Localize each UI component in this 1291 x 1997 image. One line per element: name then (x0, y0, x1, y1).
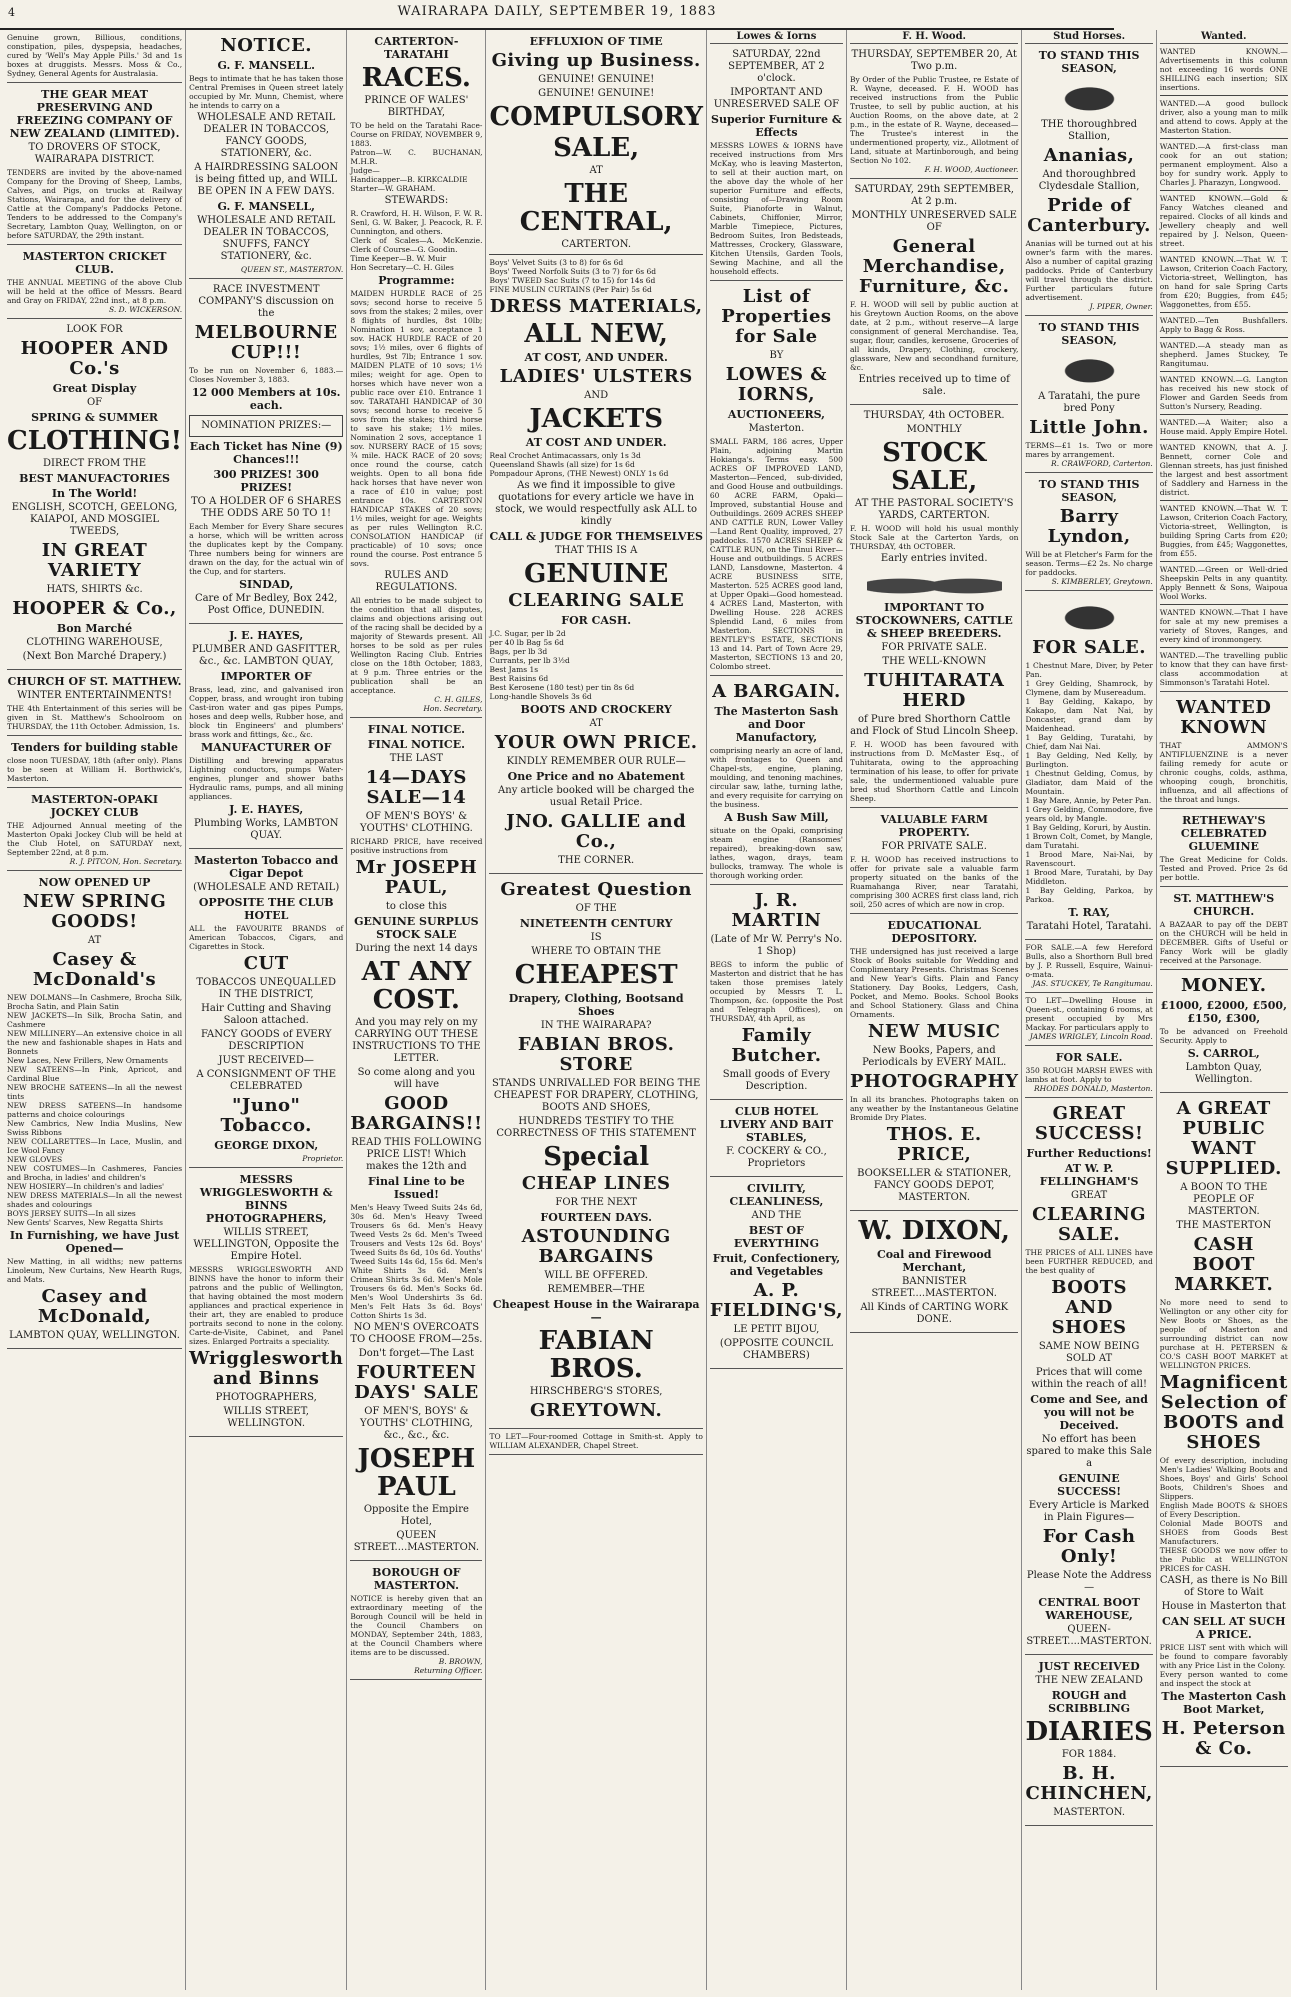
ad-cottage: TO LET—Four-roomed Cottage in Smith-st. Apply to WILLIAM ALEXANDER, Chapel Street. (489, 1429, 702, 1455)
list-item: 1 Bay Gelding, Ned Kelly, by Burlington. (1025, 751, 1153, 769)
ad-race-investment: RACE INVESTMENT COMPANY'S discussion on the MELBOURNE CUP!!! To be run on November 6, 1883.—Closes November 3, 1883. 12 000 Members at 10s. each. NOMINATION PRIZES:— Each Ticket has Nine (9) Chances!!! 300 PRIZES! 300 PRIZES! TO A HOLDER OF 6 SHARES THE ODDS ARE 50 TO 1! Each Member for Every Share secures a horse, which will be written across the duplicates kept by the Company. Three numbers being for winners are drawn on the day, for the actual win of the Cup, and for starters. SINDAD, Care of Mr Bedley, Box 242, Post Office, DUNEDIN. (189, 279, 343, 624)
ad-wood-trustee: THURSDAY, SEPTEMBER 20, At Two p.m. By Order of the Public Trustee, re Estate of R. Wayne, deceased. F. H. WOOD has received instructions from the Public Trustee, to sell by public auction, at his Auction Rooms, on the above date, at 2 p.m., in the estate of R. Wayne, deceased—The Trustee's interest in the undermentioned property, viz., Allotment of Land, situate at Martinborough, and being Section No 102. F. H. WOOD, Auctioneer. (850, 44, 1018, 179)
list-item: WANTED.—Ten Bushfallers. Apply to Bagg & Ross. (1159, 316, 1288, 334)
price-row: Best Jams 1s (489, 665, 539, 674)
column-3 (346, 30, 485, 1990)
list-item: WANTED KNOWN.—Advertisements in this column not exceeding 16 words ONE SHILLING each insertion; SIX insertions. (1159, 47, 1288, 92)
list-item: 1 Bay Gelding, Turatahi, by Chief, dam Nai Nai. (1025, 733, 1153, 751)
columns (4, 30, 1288, 1990)
ad-jockey-club: MASTERTON-OPAKI JOCKEY CLUB THE Adjourned Annual meeting of the Masterton Opaki Jockey Club will be held at the Club Hotel, on SATURDAY next, September 22nd, at 8 p.m. R. J. PITCON, Hon. Secretary. (7, 788, 182, 871)
column-1 (4, 30, 185, 1990)
ad-hayes: J. E. HAYES, PLUMBER AND GASFITTER, &c., &c. LAMBTON QUAY, IMPORTER OF Brass, lead, zinc, and galvanised iron Copper, brass, and wrought iron tubing Cast-iron water and gas pipes Pumps, hoses and deep wells, Rubber hose, and block tin Engineers' and plumbers' brass work and fittings, &c., &c. MANUFACTURER OF Distilling and brewing apparatus Lightning conductors, pumps Water-engines, plunger and shower baths Hydraulic rams, pumps, and all mining appliances. J. E. HAYES, Plumbing Works, LAMBTON QUAY. (189, 624, 343, 849)
list-item: 1 Bay Mare, Annie, by Peter Pan. (1025, 796, 1152, 805)
list-item: 1 Grey Gelding, Commodore, five years old, by Mangle. (1025, 805, 1153, 823)
list-item: NEW JACKETS—In Silk, Brocha Satin, and Cashmere (7, 1011, 183, 1029)
ad-wood-stock-sale: THURSDAY, 4th OCTOBER. MONTHLY STOCK SALE, AT THE PASTORAL SOCIETY'S YARDS, CARTERTON. F. H. WOOD will hold his usual monthly Stock Sale at the Carterton Yards, on THURSDAY, 4th OCTOBER. Early entries invited. IMPORTANT TO STOCKOWNERS, CATTLE & SHEEP BREEDERS. FOR PRIVATE SALE. THE WELL-KNOWN TUHITARATA HERD of Pure bred Shorthorn Cattle and Flock of Stud Lincoln Sheep. F. H. WOOD has been favoured with instructions from D. McMaster Esq., of Tuhitarata, owing to the approaching termination of his lease, to offer for private sale, the undermentioned valuable pure bred stud Shorthorn Cattle and Lincoln Sheep. (850, 405, 1018, 808)
masthead-title: WAIRARAPA DAILY, SEPTEMBER 19, 1883 (397, 4, 717, 19)
column-4 (485, 30, 705, 1990)
livestock-engraving (867, 568, 1002, 598)
price-row: FINE MUSLIN CURTAINS (Per Pair) 5s 6d (489, 285, 652, 294)
price-row: Currants, per lb 3½d (489, 656, 570, 665)
ad-tenders: Tenders for building stable close noon TUESDAY, 18th (after only). Plans to be seen at William H. Borthwick's, Masterton. (7, 736, 182, 788)
ad-cash-boot-market: A GREAT PUBLIC WANT SUPPLIED. A BOON TO THE PEOPLE OF MASTERTON. THE MASTERTON CASH BOOT MARKET. No more need to send to Wellington or any other city for New Boots or Shoes, as the people of Masterton and surrounding district can now purchase at H. PETERSEN & CO.'S CASH BOOT MARKET at WELLINGTON PRICES. Magnificent Selection of BOOTS and SHOES Of every description, including Men's Ladies' Walking Boots and Shoes, Boys' and Girls' School Boots, Children's Shoes and Slippers. English Made BOOTS & SHOES of Every Description. Colonial Made BOOTS and SHOES from Goods Best Manufacturers. THESE GOODS we now offer to the Public at WELLINGTON PRICES for CASH. CASH, as there is No Bill of Store to Wait House in Masterton that CAN SELL AT SUCH A PRICE. PRICE LIST sent with which will be found to compare favorably with any Price List in the Colony. Every person wanted to come and inspect the stock at The Masterton Cash Boot Market, H. Peterson & Co. (1160, 1093, 1288, 1767)
price-row: Bags, per lb 3d (489, 647, 548, 656)
list-item: NEW COSTUMES—In Cashmeres, Fancies and Brocha, in ladies' and children's (7, 1164, 183, 1182)
ad-money: MONEY. £1000, £2000, £500, £150, £300, To be advanced on Freehold Security. Apply to S. CARROL, Lambton Quay, Wellington. (1160, 970, 1288, 1093)
list-item: 1 Chestnut Mare, Diver, by Peter Pan. (1025, 661, 1153, 679)
casey-items (7, 993, 182, 1227)
ad-fabian: Greatest Question OF THE NINETEENTH CENTURY IS WHERE TO OBTAIN THE CHEAPEST Drapery, Clothing, Bootsand Shoes IN THE WAIRARAPA? FABIAN BROS. STORE STANDS UNRIVALLED FOR BEING THE CHEAPEST FOR DRAPERY, CLOTHING, BOOTS AND SHOES, HUNDREDS TESTIFY TO THE CORRECTNESS OF THIS STATEMENT Special CHEAP LINES FOR THE NEXT FOURTEEN DAYS. ASTOUNDING BARGAINS WILL BE OFFERED. REMEMBER—THE Cheapest House in the Wairarapa— FABIAN BROS. HIRSCHBERG'S STORES, GREYTOWN. (489, 874, 702, 1429)
ad-lowes-furniture: SATURDAY, 22nd SEPTEMBER, AT 2 o'clock. IMPORTANT AND UNRESERVED SALE OF Superior Furniture & Effects MESSRS LOWES & IORNS have received instructions from Mrs McKay, who is leaving Masterton, to sell at their auction mart, on the above day the whole of her superior Furniture and effects, consisting of—Drawing Room Suite, Pianoforte in Walnut, Cabinets, Chiffonier, Mirror, Marble Timepiece, Pictures, Bedroom Suites, Iron Bedsteads, Mattresses, Crockery, Glassware, Kitchen Utensils, Garden Tools, Sewing Machine, and all the household effects. (710, 44, 843, 281)
list-item: 1 Bay Gelding, Kakapo, by Kakapo, dam Nat Nai, by Doncaster, grand dam by Maidenhead. (1025, 697, 1153, 733)
prize-table: NOMINATION PRIZES:— (189, 415, 343, 437)
list-item: 1 Chestnut Gelding, Comus, by Gladiator, dam Maid of the Mountain. (1025, 769, 1153, 796)
ad-horses-for-sale: FOR SALE. 1 Chestnut Mare, Diver, by Peter Pan. 1 Grey Gelding, Shamrock, by Clymene, dam by Musereadum. 1 Bay Gelding, Kakapo, by Kakapo, dam Nat Nai, by Doncaster, grand dam by Maidenhead. 1 Bay Gelding, Turatahi, by Chief, dam Nai Nai. 1 Bay Gelding, Ned Kelly, by Burlington. 1 Chestnut Gelding, Comus, by Gladiator, dam Maid of the Mountain. 1 Bay Mare, Annie, by Peter Pan. 1 Grey Gelding, Commodore, five years old, by Mangle. 1 Bay Gelding, Koruri, by Austin. 1 Brown Colt, Comet, by Mangle, dam Turatahi. 1 Brood Mare, Nai-Nai, by Ravenscourt. 1 Brood Mare, Turatahi, by Day Middleton. 1 Bay Gelding, Parkoa, by Parkoa. T. RAY, Taratahi Hotel, Taratahi. (1025, 591, 1152, 940)
list-item: NEW BROCHE SATEENS—In all the newest tints (7, 1083, 183, 1101)
column-6: F. H. Wood. THURSDAY, SEPTEMBER 20, At Two p.m. By Order of the Public Trustee, re Estate of R. Wayne, deceased. F. H. WOOD has received instructions from the Public Trustee, to sell by public auction, at his Auction Rooms, on the above date, at 2 p.m., in the estate of R. Wayne, deceased—The Trustee's interest in the undermentioned property, viz., Allotment of Land, situate at Martinborough, and being Section No 102. F. H. WOOD, Auctioneer. SATURDAY, 29th SEPTEMBER, At 2 p.m. MONTHLY UNRESERVED SALE OF General Merchandise, Furniture, &c. F. H. WOOD will sell by public auction at his Greytown Auction Rooms, on the above date, at 2 p.m., without reserve—A large consignment of general Merchandise. Tea, sugar, flour, candles, kerosene, Groceries of all kinds, Drapery, Clothing, crockery, glassware, New and secondhand furniture, &c. Entries received up to time of sale. THURSDAY, 4th OCTOBER. MONTHLY STOCK SALE, AT THE PASTORAL SOCIETY'S YARDS, CARTERTON. F. H. WOOD will hold his usual monthly Stock Sale at the Carterton Yards, on THURSDAY, 4th OCTOBER. Early entries invited. IMPORTANT TO STOCKOWNERS, CATTLE & SHEEP BREEDERS. FOR PRIVATE SALE. THE WELL-KNOWN TUHITARATA HERD of Pure bred Shorthorn Cattle and Flock of Stud Lincoln Sheep. F. H. WOOD has been favoured with instructions from D. McMaster Esq., of Tuhitarata, owing to the approaching termination of his lease, to offer for private sale, the undermentioned valuable pure bred stud Shorthorn Cattle and Lincoln Sheep. VALUABLE FARM PROPERTY. FOR PRIVATE SALE. F. H. WOOD has received instructions to offer for private sale a valuable farm property situated on the banks of the Ruamahanga River, near Taratahi, comprising 300 ACRES first class land, rich soil, 250 acres of which are now in crop. EDUCATIONAL DEPOSITORY. THE undersigned has just received a large Stock of Books suitable for Wedding and Complimentary Presents. Christmas Scenes and New Year's Gifts. Plain and Fancy Stationery. Day Books, Ledgers, Cash, Pocket, and Memo. Books. School Books and School Stationery. Glass and China Ornaments. NEW MUSIC New Books, Papers, and Periodicals by EVERY MAIL. PHOTOGRAPHY In all its branches. Photographs taken on any weather by the Instantaneous Gelatine Bromide Dry Plates. THOS. E. PRICE, BOOKSELLER & STATIONER, FANCY GOODS DEPOT, MASTERTON. W. DIXON, Coal and Firewood Merchant, BANNISTER STREET....MASTERTON. All Kinds of CARTING WORK DONE. (846, 30, 1021, 1990)
ad-fielding: CIVILITY, CLEANLINESS, AND THE BEST OF EVERYTHING Fruit, Confectionery, and Vegetables A. P. FIELDING'S, LE PETIT BIJOU, (OPPOSITE COUNCIL CHAMBERS) (710, 1177, 843, 1369)
ad-wood-farm: VALUABLE FARM PROPERTY. FOR PRIVATE SALE. F. H. WOOD has received instructions to offer for private sale a valuable farm property situated on the banks of the Ruamahanga River, near Taratahi, comprising 300 ACRES first class land, rich soil, 250 acres of which are now in crop. (850, 808, 1018, 914)
ad-dwelling: TO LET—Dwelling House in Queen-st., containing 6 rooms, at present occupied by Mrs Mackay. For particulars apply to JAMES WRIGLEY, Lincoln Road. (1025, 993, 1152, 1046)
ad-martin: J. R. MARTIN (Late of Mr W. Perry's No. 1 Shop) BEGS to inform the public of Masterton and district that he has taken those premises lately occupied by Messrs T. L. Thompson, &c. (opposite the Post and Telegraph Offices), on THURSDAY, 4th April, as Family Butcher. Small goods of Every Description. (710, 885, 843, 1100)
ad-church: CHURCH OF ST. MATTHEW. WINTER ENTERTAINMENTS! THE 4th Entertainment of this series will be given in St. Matthew's Schoolroom on THURSDAY, the 11th October. Admission, 1s. (7, 670, 182, 736)
list-item: WANTED.—A good bullock driver, also a young man to milk and attend to cows. Apply at the Masterton Station. (1159, 99, 1288, 135)
list-item: WANTED.—A steady man as shepherd. James Stuckey, Te Rangitumau. (1159, 341, 1288, 368)
ad-wanted (1160, 44, 1288, 692)
ad-ananias: TO STAND THIS SEASON, THE thoroughbred Stallion, Ananias, And thoroughbred Clydesdale Stallion, Pride of Canterbury. Ananias will be turned out at his owner's farm with the mares. Also a number of capital grazing paddocks. Pride of Canterbury will travel through the district. Further particulars future advertisement. J. PIPER, Owner. (1025, 44, 1152, 316)
list-item: NEW DRESS SATEENS—In handsome patterns and choice colourings (7, 1101, 183, 1119)
price-row: Best Raisins 6d (489, 674, 549, 683)
price-row: Long-handle Shovels 3s 6d (489, 692, 592, 701)
price-row: Best Kerosene (180 test) per tin 8s 6d (489, 683, 635, 692)
list-item: WANTED KNOWN.—G. Langton has received his new stock of Flower and Garden Seeds from Sutton's Nursery, Reading. (1159, 375, 1288, 411)
price-row: Boys' Tweed Norfolk Suits (3 to 7) for 6s 6d (489, 267, 657, 276)
list-item: 1 Bay Gelding, Koruri, by Austin. (1025, 823, 1151, 832)
ad-casey: NOW OPENED UP NEW SPRING GOODS! AT Casey & McDonald's NEW DOLMANS—In Cashmere, Brocha Silk, Brocha Satin, and Plain Satin NEW JACKETS—In Silk, Brocha Satin, and Cashmere NEW MILLINERY—An extensive choice in all the new and fashionable shapes in Hats and Bonnets New Laces, New Frillers, New Ornaments NEW SATEENS—In Pink, Apricot, and Cardinal Blue NEW BROCHE SATEENS—In all the newest tints NEW DRESS SATEENS—In handsome patterns and choice colourings New Cambrics, New India Muslins, New Swiss Ribbons NEW COLLARETTES—In Lace, Muslin, and Ice Wool Fancy NEW GLOVES NEW COSTUMES—In Cashmeres, Fancies and Brocha, in ladies' and children's NEW HOSIERY—In children's and ladies' NEW DRESS MATERIALS—In all the newest shades and colourings BOYS JERSEY SUITS—In all sizes New Gents' Scarves, New Regatta Shirts In Furnishing, we have Just Opened— New Matting, in all widths; new patterns Linoleum, New Curtains, New Hearth Rugs, and Mats. Casey and McDonald, LAMBTON QUAY, WELLINGTON. (7, 871, 182, 1349)
list-item: WANTED.—A first-class man cook for an out station; permanent employment. Also a boy for sundry work. Apply to Charles J. Pharazyn, Longwood. (1159, 142, 1288, 187)
ad-retheway: RETHEWAY'S CELEBRATED GLUEMINE The Great Medicine for Colds. Tested and Proved. Price 2s 6d per bottle. (1160, 809, 1288, 887)
list-item: New Laces, New Frillers, New Ornaments (7, 1056, 169, 1065)
list-item: 1 Brood Mare, Turatahi, by Day Middleton. (1025, 868, 1153, 886)
list-item: WANTED.—Green or Well-dried Sheepskin Pelts in any quantity. Apply Bennett & Sons, Waipoua Wool Works. (1159, 565, 1288, 601)
list-item: New Gents' Scarves, New Regatta Shirts (7, 1218, 163, 1227)
ad-bazaar: ST. MATTHEW'S CHURCH. A BAZAAR to pay off the DEBT on the CHURCH will be held in DECEMBER. Gifts of Useful or Fancy Work will be gladly received at the Parsonage. (1160, 887, 1288, 970)
list-item: New Cambrics, New India Muslins, New Swiss Ribbons (7, 1119, 183, 1137)
list-item: NEW MILLINERY—An extensive choice in all the new and fashionable shapes in Hats and Bonnets (7, 1029, 183, 1056)
horse-engraving (1045, 78, 1134, 116)
ad-mansell: NOTICE. G. F. MANSELL. Begs to intimate that he has taken those Central Premises in Queen street lately occupied by Mr. Munn, Chemist, where he intends to carry on a WHOLESALE AND RETAIL DEALER IN TOBACCOS, FANCY GOODS, STATIONERY, &c. A HAIRDRESSING SALOON is being fitted up, and WILL BE OPEN IN A FEW DAYS. G. F. MANSELL, WHOLESALE AND RETAIL DEALER IN TOBACCOS, SNUFFS, FANCY STATIONERY, &c. QUEEN ST., MASTERTON. (189, 30, 343, 279)
pony-engraving (1045, 350, 1134, 388)
ad-barry-lyndon: TO STAND THIS SEASON, Barry Lyndon, Will be at Fletcher's Farm for the season. Terms—£2 2s. No charge for paddocks. S. KIMBERLEY, Greytown. (1025, 473, 1152, 591)
price-row: Pompadour Aprons, (THE Newest) ONLY 1s 6d (489, 469, 669, 478)
ad-wrigglesworth: MESSRS WRIGGLESWORTH & BINNS PHOTOGRAPHERS, WILLIS STREET, WELLINGTON, Opposite the Empire Hotel. MESSRS WRIGGLESWORTH AND BINNS have the honor to inform their patrons and the public of Wellington, that having obtained the most modern appliances and practical experience in their art, they are enabled to produce portraits second to none in the colony. Carte-de-Visite, Cabinet, and Panel sizes. Enlarged Portraits a speciality. Wrigglesworth and Binns PHOTOGRAPHERS, WILLIS STREET, WELLINGTON. (189, 1168, 343, 1437)
price-row: J.C. Sugar, per lb 2d (489, 629, 566, 638)
list-item: WANTED KNOWN, that A. J. Bennett, corner Cole and Glennan streets, has just finished the largest and best assortment of Saddlery and Harness in the district. (1159, 443, 1288, 497)
list-item: WANTED KNOWN.—That W. T. Lawson, Criterion Coach Factory, Victoria-street, Wellington, is building Spring Carts from £20; Buggies, from £45; Waggonettes, from £55. (1159, 504, 1288, 558)
ad-hooper: LOOK FOR HOOPER AND Co.'s Great Display OF SPRING & SUMMER CLOTHING! DIRECT FROM THE BEST MANUFACTORIES In The World! ENGLISH, SCOTCH, GEELONG, KAIAPOI, AND MOSGIEL TWEEDS, IN GREAT VARIETY HATS, SHIRTS &c. HOOPER & Co., Bon Marché CLOTHING WAREHOUSE, (Next Bon Marché Drapery.) (7, 319, 182, 670)
list-item: 1 Bay Gelding, Parkoa, by Parkoa. (1025, 886, 1153, 904)
list-item: WANTED KNOWN.—That W. T. Lawson, Criterion Coach Factory, Victoria-street, Wellington, has on hand for sale Spring Carts from £20; Buggies, from £45; Waggonettes, from £55. (1159, 255, 1288, 309)
ad-central: EFFLUXION OF TIME Giving up Business. GENUINE! GENUINE! GENUINE! GENUINE! COMPULSORY SALE, AT THE CENTRAL, CARTERTON. Boys' Velvet Suits (3 to 8) for 6s 6d Boys' Tweed Norfolk Suits (3 to 7) for 6s 6d Boys' TWEED Sac Suits (7 to 15) for 14s 6d FINE MUSLIN CURTAINS (Per Pair) 5s 6d DRESS MATERIALS, ALL NEW, AT COST, AND UNDER. LADIES' ULSTERS AND JACKETS AT COST AND UNDER. Real Crochet Antimacassars, only 1s 3d Queensland Shawls (all size) for 1s 6d Pompadour Aprons, (THE Newest) ONLY 1s 6d As we find it impossible to give quotations for every article we have in stock, we would respectfully ask ALL to kindly CALL & JUDGE FOR THEMSELVES THAT THIS IS A GENUINE CLEARING SALE FOR CASH. J.C. Sugar, per lb 2d per 40 lb Bag 5s 6d Bags, per lb 3d Currants, per lb 3½d Best Jams 1s Best Raisins 6d Best Kerosene (180 test) per tin 8s 6d Long-handle Shovels 3s 6d BOOTS AND CROCKERY AT YOUR OWN PRICE. KINDLY REMEMBER OUR RULE— One Price and no Abatement Any article booked will be charged the usual Retail Price. JNO. GALLIE and Co., THE CORNER. (489, 30, 702, 874)
ad-chinchen: JUST RECEIVED THE NEW ZEALAND ROUGH and SCRIBBLING DIARIES FOR 1884. B. H. CHINCHEN, MASTERTON. (1025, 1655, 1152, 1826)
list-item: NEW HOSIERY—In children's and ladies' (7, 1182, 165, 1191)
list-item: NEW SATEENS—In Pink, Apricot, and Cardinal Blue (7, 1065, 183, 1083)
ad-little-john: TO STAND THIS SEASON, A Taratahi, the pure bred Pony Little John. TERMS—£1 1s. Two or more mares by arrangement. R. CRAWFORD, Carterton. (1025, 316, 1152, 473)
list-item: 1 Brood Mare, Nai-Nai, by Ravenscourt. (1025, 850, 1153, 868)
list-item: BOYS JERSEY SUITS—In all sizes (7, 1209, 136, 1218)
list-item: 1 Brown Colt, Comet, by Mangle, dam Turatahi. (1025, 832, 1153, 850)
ad-dixon: W. DIXON, Coal and Firewood Merchant, BANNISTER STREET....MASTERTON. All Kinds of CARTING WORK DONE. (850, 1211, 1018, 1333)
list-item: WANTED.—A Waiter; also a House maid. Apply Empire Hotel. (1159, 418, 1288, 436)
column-7: Stud Horses. TO STAND THIS SEASON, THE thoroughbred Stallion, Ananias, And thoroughbred Clydesdale Stallion, Pride of Canterbury. Ananias will be turned out at his owner's farm with the mares. Also a number of capital grazing paddocks. Pride of Canterbury will travel through the district. Further particulars future advertisement. J. PIPER, Owner. TO STAND THIS SEASON, A Taratahi, the pure bred Pony Little John. TERMS—£1 1s. Two or more mares by arrangement. R. CRAWFORD, Carterton. TO STAND THIS SEASON, Barry Lyndon, Will be at Fletcher's Farm for the season. Terms—£2 2s. No charge for paddocks. S. KIMBERLEY, Greytown. FOR SALE. 1 Chestnut Mare, Diver, by Peter Pan. 1 Grey Gelding, Shamrock, by Clymene, dam by Musereadum. 1 Bay Gelding, Kakapo, by Kakapo, dam Nat Nai, by Doncaster, grand dam by Maidenhead. 1 Bay Gelding, Turatahi, by Chief, dam Nai Nai. 1 Bay Gelding, Ned Kelly, by Burlington. 1 Chestnut Gelding, Comus, by Gladiator, dam Maid of the Mountain. 1 Bay Mare, Annie, by Peter Pan. 1 Grey Gelding, Commodore, five years old, by Mangle. 1 Bay Gelding, Koruri, by Austin. 1 Brown Colt, Comet, by Mangle, dam Turatahi. 1 Brood Mare, Nai-Nai, by Ravenscourt. 1 Brood Mare, Turatahi, by Day Middleton. 1 Bay Gelding, Parkoa, by Parkoa. T. RAY, Taratahi Hotel, Taratahi. FOR SALE.—A few Hereford Bulls, also a Shorthorn Bull bred by J. P. Russell, Esquire, Wainui-o-mata. JAS. STUCKEY, Te Rangitumau. TO LET—Dwelling House in Queen-st., containing 6 rooms, at present occupied by Mrs Mackay. For particulars apply to JAMES WRIGLEY, Lincoln Road. FOR SALE. 350 ROUGH MARSH EWES with lambs at foot. Apply to RHODES DONALD, Masterton. GREAT SUCCESS! Further Reductions! AT W. P. FELLINGHAM'S GREAT CLEARING SALE. THE PRICES of ALL LINES have been FURTHER REDUCED, and the best quality of BOOTS AND SHOES SAME NOW BEING SOLD AT Prices that will come within the reach of all! Come and See, and you will not be Deceived. No effort has been spared to make this Sale a GENUINE SUCCESS! Every Article is Marked in Plain Figures— For Cash Only! Please Note the Address— CENTRAL BOOT WAREHOUSE, QUEEN-STREET....MASTERTON. JUST RECEIVED THE NEW ZEALAND ROUGH and SCRIBBLING DIARIES FOR 1884. B. H. CHINCHEN, MASTERTON. (1021, 30, 1155, 1990)
list-item: NEW DOLMANS—In Cashmere, Brocha Silk, Brocha Satin, and Plain Satin (7, 993, 183, 1011)
price-row: Real Crochet Antimacassars, only 1s 3d (489, 451, 641, 460)
price-row: per 40 lb Bag 5s 6d (489, 638, 564, 647)
list-item: WANTED.—The travelling public to know that they can have first-class accommodation at Simmonson's Taratahi Hotel. (1159, 651, 1288, 687)
ad-fellingham: GREAT SUCCESS! Further Reductions! AT W. P. FELLINGHAM'S GREAT CLEARING SALE. THE PRICES of ALL LINES have been FURTHER REDUCED, and the best quality of BOOTS AND SHOES SAME NOW BEING SOLD AT Prices that will come within the reach of all! Come and See, and you will not be Deceived. No effort has been spared to make this Sale a GENUINE SUCCESS! Every Article is Marked in Plain Figures— For Cash Only! Please Note the Address— CENTRAL BOOT WAREHOUSE, QUEEN-STREET....MASTERTON. (1025, 1098, 1152, 1655)
ad-club-stables: CLUB HOTEL LIVERY AND BAIT STABLES, F. COCKERY & CO., Proprietors (710, 1100, 843, 1177)
price-row: Boys' Velvet Suits (3 to 8) for 6s 6d (489, 258, 624, 267)
list-item: NEW COLLARETTES—In Lace, Muslin, and Ice Wool Fancy (7, 1137, 183, 1155)
horse-engraving-2 (1045, 597, 1134, 635)
ad-joseph-paul: FINAL NOTICE. FINAL NOTICE. THE LAST 14—DAYS SALE—14 OF MEN'S BOYS' & YOUTHS' CLOTHING. RICHARD PRICE, have received positive instructions from Mr JOSEPH PAUL, to close this GENUINE SURPLUS STOCK SALE During the next 14 days AT ANY COST. And you may rely on my CARRYING OUT THESE INSTRUCTIONS TO THE LETTER. So come along and you will have GOOD BARGAINS!! READ THIS FOLLOWING PRICE LIST! Which makes the 12th and Final Line to be Issued! Men's Heavy Tweed Suits 24s 6d, 30s 6d. Men's Heavy Tweed Trousers 6s 6d. Men's Heavy Tweed Vests 2s 6d. Men's Tweed Trousers and Vests 12s 6d. Boys' Tweed Suits 8s 6d, 10s 6d. Youths' Tweed Suits 14s 6d, 15s 6d. Men's White Shirts 3s 6d. Men's Crimean Shirts 3s 6d. Men's Mole Trousers 6s 6d. Men's Socks 6d. Men's Wool Undershirts 3s 6d. Men's Felt Hats 3s 6d. Boys' Cotton Shirts 1s 3d. NO MEN'S OVERCOATS TO CHOOSE FROM—25s. Don't forget—The Last FOURTEEN DAYS' SALE OF MEN'S, BOYS' & YOUTHS' CLOTHING, &c., &c., &c. JOSEPH PAUL Opposite the Empire Hotel, QUEEN STREET....MASTERTON. (350, 718, 482, 1561)
ad-borough: BOROUGH OF MASTERTON. NOTICE is hereby given that an extraordinary meeting of the Borough Council will be held in the Council Chambers on MONDAY, September 24th, 1883, at the Council Chambers where items are to be discussed. B. BROWN, Returning Officer. (350, 1561, 482, 1680)
ad-bulls: FOR SALE.—A few Hereford Bulls, also a Shorthorn Bull bred by J. P. Russell, Esquire, Wainui-o-mata. JAS. STUCKEY, Te Rangitumau. (1025, 940, 1152, 993)
column-2 (185, 30, 346, 1990)
list-item: NEW GLOVES (7, 1155, 63, 1164)
list-item: NEW DRESS MATERIALS—In all the newest shades and colourings (7, 1191, 183, 1209)
ad-lowes-properties: List of Properties for Sale BY LOWES & IORNS, AUCTIONEERS, Masterton. SMALL FARM, 186 acres, Upper Plain, adjoining Martin Hokianga's. Terms easy. 500 ACRES OF IMPROVED LAND, Masterton—Fenced, sub-divided, and Good House and outbuildings. 60 ACRE FARM, Opaki—Improved, substantial House and Outbuildings. 2609 ACRES SHEEP AND CATTLE RUN, Lower Valley—Land Rent Quality, improved, 27 paddocks. 1570 ACRES SHEEP & CATTLE RUN, on the Tinui River—House and outbuildings. 5 ACRES LAND, Lansdowne, Masterton. 4 ACRE BUSINESS SITE, Masterton. 525 ACRES good land, at Upper Opaki—Good homestead. 4 ACRES Land, Masterton, with Dwelling House. 228 ACRES Splendid Land, 6 miles from Masterton. SECTIONS in BENTLEY'S ESTATE, SECTIONS 13 and 14. Part of Town Acre 29, Masterton, SECTIONS 13 and 20, Colombo street. (710, 281, 843, 676)
ad-carterton-races: CARTERTON-TARATAHI RACES. PRINCE OF WALES' BIRTHDAY, TO be held on the Taratahi Race-Course on FRIDAY, NOVEMBER 9, 1883. Patron—W. C. BUCHANAN, M.H.R. Judge— Handicapper—B. KIRKCALDIE Starter—W. GRAHAM. STEWARDS: R. Crawford, H. H. Wilson, F. W. R. Senl, G. W. Baker, J. Peacock, R. F. Cunnington, and others. Clerk of Scales—A. McKenzie. Clerk of Course—G. Goodin. Time Keeper—B. W. Muir Hon Secretary—C. H. Giles Programme: MAIDEN HURDLE RACE of 25 sovs; second horse to receive 5 sovs from the stakes; 2 miles, over 8 flights of hurdles, 8st 10lb; Nomination 1 sov, acceptance 1 sov. HACK HURDLE RACE of 20 sovs; 1½ miles, over 6 flights of hurdles, 9st 7lb; Entrance 1 sov. MAIDEN PLATE of 10 sovs; 1½ miles; weight for age. Open to horses which have never won a public race over £10. Entrance 1 sov. TARATAHI HANDICAP of 30 sovs; second horse to receive 5 sovs from the stakes; third horse to save his stake; 1½ miles. Nomination 2 sovs, acceptance 1 sov. NURSERY RACE of 15 sovs; ¾ mile. HACK RACE of 20 sovs; once round the course, catch weights. Open to all bona fide hack horses that have never won a race of £10 in value; post entrance 10s. CARTERTON HANDICAP STAKES of 20 sovs; 1½ miles, weight for age. Weights as per rules Wellington R.C. CONSOLATION HANDICAP (if practicable) of 10 sovs; once round the course. Post entrance 5 sovs. RULES AND REGULATIONS. All entries to be made subject to the condition that all disputes, claims and objections arising out of the racing shall be decided by a majority of Stewards present. All horses to be sold as per rules Wellington Racing Club. Entries close on the 18th October, 1883, at 9 p.m. Three entries or the publication shall be an acceptance. C. H. GILES, Hon. Secretary. (350, 30, 482, 718)
ad-tobacco-depot: Masterton Tobacco and Cigar Depot (WHOLESALE AND RETAIL) OPPOSITE THE CLUB HOTEL ALL the FAVOURITE BRANDS of American Tobaccos, Cigars, and Cigarettes in Stock. CUT TOBACCOS UNEQUALLED IN THE DISTRICT, Hair Cutting and Shaving Saloon attached. FANCY GOODS of EVERY DESCRIPTION JUST RECEIVED— A CONSIGNMENT OF THE CELEBRATED "Juno" Tobacco. GEORGE DIXON, Proprietor. (189, 849, 343, 1168)
ad-price-depository: EDUCATIONAL DEPOSITORY. THE undersigned has just received a large Stock of Books suitable for Wedding and Complimentary Presents. Christmas Scenes and New Year's Gifts. Plain and Fancy Stationery. Day Books, Ledgers, Cash, Pocket, and Memo. Books. School Books and School Stationery. Glass and China Ornaments. NEW MUSIC New Books, Papers, and Periodicals by EVERY MAIL. PHOTOGRAPHY In all its branches. Photographs taken on any weather by the Instantaneous Gelatine Bromide Dry Plates. THOS. E. PRICE, BOOKSELLER & STATIONER, FANCY GOODS DEPOT, MASTERTON. (850, 914, 1018, 1211)
ad-wood-merchandise: SATURDAY, 29th SEPTEMBER, At 2 p.m. MONTHLY UNRESERVED SALE OF General Merchandise, Furniture, &c. F. H. WOOD will sell by public auction at his Greytown Auction Rooms, on the above date, at 2 p.m., without reserve—A large consignment of general Merchandise. Tea, sugar, flour, candles, kerosene, Groceries of all kinds, Drapery, Clothing, crockery, glassware, New and secondhand furniture, &c. Entries received up to time of sale. (850, 179, 1018, 405)
list-item: 1 Grey Gelding, Shamrock, by Clymene, dam by Musereadum. (1025, 679, 1153, 697)
list-item: WANTED KNOWN.—Gold & Fancy Watches cleaned and repaired. Clocks of all kinds and Jewellery cheaply and well repaired by J. Nelson, Queen-street. (1159, 194, 1288, 248)
ad-cricket-club: MASTERTON CRICKET CLUB. THE ANNUAL MEETING of the above Club will be held at the office of Messrs. Beard and Gray on FRIDAY, 22nd inst., at 8 p.m. S. D. WICKERSON. (7, 245, 182, 319)
ad-ammon: WANTED KNOWN THAT AMMON'S ANTIFLUENZINE is a never failing remedy for acute or chronic coughs, colds, asthma, whooping cough, bronchitis, influenza, and all affections of the throat and lungs. (1160, 692, 1288, 809)
masthead (0, 4, 1114, 30)
column-8: Wanted. WANTED KNOWN.—Advertisements in this column not exceeding 16 words ONE SHILLING each insertion; SIX insertions. WANTED.—A good bullock driver, also a young man to milk and attend to cows. Apply at the Masterton Station. WANTED.—A first-class man cook for an out station; permanent employment. Also a boy for sundry work. Apply to Charles J. Pharazyn, Longwood. WANTED KNOWN.—Gold & Fancy Watches cleaned and repaired. Clocks of all kinds and Jewellery cheaply and well repaired by J. Nelson, Queen-street. WANTED KNOWN.—That W. T. Lawson, Criterion Coach Factory, Victoria-street, Wellington, has on hand for sale Spring Carts from £20; Buggies, from £45; Waggonettes, from £55. WANTED.—Ten Bushfallers. Apply to Bagg & Ross. WANTED.—A steady man as shepherd. James Stuckey, Te Rangitumau. WANTED KNOWN.—G. Langton has received his new stock of Flower and Garden Seeds from Sutton's Nursery, Reading. WANTED.—A Waiter; also a House maid. Apply Empire Hotel. WANTED KNOWN, that A. J. Bennett, corner Cole and Glennan streets, has just finished the largest and best assortment of Saddlery and Harness in the district. WANTED KNOWN.—That W. T. Lawson, Criterion Coach Factory, Victoria-street, Wellington, is building Spring Carts from £20; Buggies, from £45; Waggonettes, from £55. WANTED.—Green or Well-dried Sheepskin Pelts in any quantity. Apply Bennett & Sons, Waipoua Wool Works. WANTED KNOWN.—That I have for sale at my new premises a variety of Stoves, Ranges, and every kind of ironmongery. WANTED.—The travelling public to know that they can have first-class accommodation at Simmonson's Taratahi Hotel. WANTED KNOWN THAT AMMON'S ANTIFLUENZINE is a never failing remedy for acute or chronic coughs, colds, asthma, whooping cough, bronchitis, influenza, and all affections of the throat and lungs. RETHEWAY'S CELEBRATED GLUEMINE The Great Medicine for Colds. Tested and Proved. Price 2s 6d per bottle. ST. MATTHEW'S CHURCH. A BAZAAR to pay off the DEBT on the CHURCH will be held in DECEMBER. Gifts of Useful or Fancy Work will be gladly received at the Parsonage. MONEY. £1000, £2000, £500, £150, £300, To be advanced on Freehold Security. Apply to S. CARROL, Lambton Quay, Wellington. A GREAT PUBLIC WANT SUPPLIED. A BOON TO THE PEOPLE OF MASTERTON. THE MASTERTON CASH BOOT MARKET. No more need to send to Wellington or any other city for New Boots or Shoes, as the people of Masterton and surrounding district can now purchase at H. PETERSEN & CO.'S CASH BOOT MARKET at WELLINGTON PRICES. Magnificent Selection of BOOTS and SHOES Of every description, including Men's Ladies' Walking Boots and Shoes, Boys' and Girls' School Boots, Children's Shoes and Slippers. English Made BOOTS & SHOES of Every Description. Colonial Made BOOTS and SHOES from Goods Best Manufacturers. THESE GOODS we now offer to the Public at WELLINGTON PRICES for CASH. CASH, as there is No Bill of Store to Wait House in Masterton that CAN SELL AT SUCH A PRICE. PRICE LIST sent with which will be found to compare favorably with any Price List in the Colony. Every person wanted to come and inspect the stock at The Masterton Cash Boot Market, H. Peterson & Co. (1156, 30, 1291, 1990)
ad-ewes: FOR SALE. 350 ROUGH MARSH EWES with lambs at foot. Apply to RHODES DONALD, Masterton. (1025, 1046, 1152, 1098)
list-item: WANTED KNOWN.—That I have for sale at my new premises a variety of Stoves, Ranges, and every kind of ironmongery. (1159, 608, 1288, 644)
price-row: Boys' TWEED Sac Suits (7 to 15) for 14s 6d (489, 276, 656, 285)
price-row: Queensland Shawls (all size) for 1s 6d (489, 460, 635, 469)
ad-meat-company: THE GEAR MEAT PRESERVING AND FREEZING COMPANY OF NEW ZEALAND (LIMITED). TO DROVERS OF STOCK, WAIRARAPA DISTRICT. TENDERS are invited by the above-named Company for the Droving of Sheep, Lambs, Calves, and Pigs, on trucks at Railway Stations, Wairarapa, and for the delivery of Cattle at the Company's Paddocks Petone. Tenders to be addressed to the Company's Secretary, Lambton Quay, Wellington, on or before SATURDAY, the 29th instant. (7, 83, 182, 245)
page-number: 4 (8, 6, 16, 19)
ad-bargain: A BARGAIN. The Masterton Sash and Door Manufactory, comprising nearly an acre of land, with frontages to Queen and Chapel-sts, engine, planing, moulding, and tenoning machines, circular saw, lathe, turning lathe, and every requisite for carrying on the business. A Bush Saw Mill, situate on the Opaki, comprising steam engine (Ransomes' repaired), breaking-down saw, lathes, wagon, drays, team bullocks, tramway. The whole is thorough working order. (710, 676, 843, 885)
ad-pills: Genuine grown, Billious, conditions, constipation, piles, dyspepsia, headaches, cured by 'Well's May Apple Pills.' 3d and 1s boxes at druggists. Messrs. Moss & Co., Sydney, General Agents for Australasia. (7, 30, 182, 83)
column-5: Lowes & Iorns SATURDAY, 22nd SEPTEMBER, AT 2 o'clock. IMPORTANT AND UNRESERVED SALE OF Superior Furniture & Effects MESSRS LOWES & IORNS have received instructions from Mrs McKay, who is leaving Masterton, to sell at their auction mart, on the above day the whole of her superior Furniture and effects, consisting of—Drawing Room Suite, Pianoforte in Walnut, Cabinets, Chiffonier, Mirror, Marble Timepiece, Pictures, Bedroom Suites, Iron Bedsteads, Mattresses, Crockery, Glassware, Kitchen Utensils, Garden Tools, Sewing Machine, and all the household effects. List of Properties for Sale BY LOWES & IORNS, AUCTIONEERS, Masterton. SMALL FARM, 186 acres, Upper Plain, adjoining Martin Hokianga's. Terms easy. 500 ACRES OF IMPROVED LAND, Masterton—Fenced, sub-divided, and Good House and outbuildings. 60 ACRE FARM, Opaki—Improved, substantial House and Outbuildings. 2609 ACRES SHEEP AND CATTLE RUN, Lower Valley—Land Rent Quality, improved, 27 paddocks. 1570 ACRES SHEEP & CATTLE RUN, on the Tinui River—House and outbuildings. 5 ACRES LAND, Lansdowne, Masterton. 4 ACRE BUSINESS SITE, Masterton. 525 ACRES good land, at Upper Opaki—Good homestead. 4 ACRES Land, Masterton, with Dwelling House. 228 ACRES Splendid Land, 6 miles from Masterton. SECTIONS in BENTLEY'S ESTATE, SECTIONS 13 and 14. Part of Town Acre 29, Masterton, SECTIONS 13 and 20, Colombo street. A BARGAIN. The Masterton Sash and Door Manufactory, comprising nearly an acre of land, with frontages to Queen and Chapel-sts, engine, planing, moulding, and tenoning machines, circular saw, lathe, turning lathe, and every requisite for carrying on the business. A Bush Saw Mill, situate on the Opaki, comprising steam engine (Ransomes' repaired), breaking-down saw, lathes, wagon, drays, team bullocks, tramway. The whole is thorough working order. J. R. MARTIN (Late of Mr W. Perry's No. 1 Shop) BEGS to inform the public of Masterton and district that he has taken those premises lately occupied by Messrs T. L. Thompson, &c. (opposite the Post and Telegraph Offices), on THURSDAY, 4th April, as Family Butcher. Small goods of Every Description. CLUB HOTEL LIVERY AND BAIT STABLES, F. COCKERY & CO., Proprietors CIVILITY, CLEANLINESS, AND THE BEST OF EVERYTHING Fruit, Confectionery, and Vegetables A. P. FIELDING'S, LE PETIT BIJOU, (OPPOSITE COUNCIL CHAMBERS) (706, 30, 846, 1990)
